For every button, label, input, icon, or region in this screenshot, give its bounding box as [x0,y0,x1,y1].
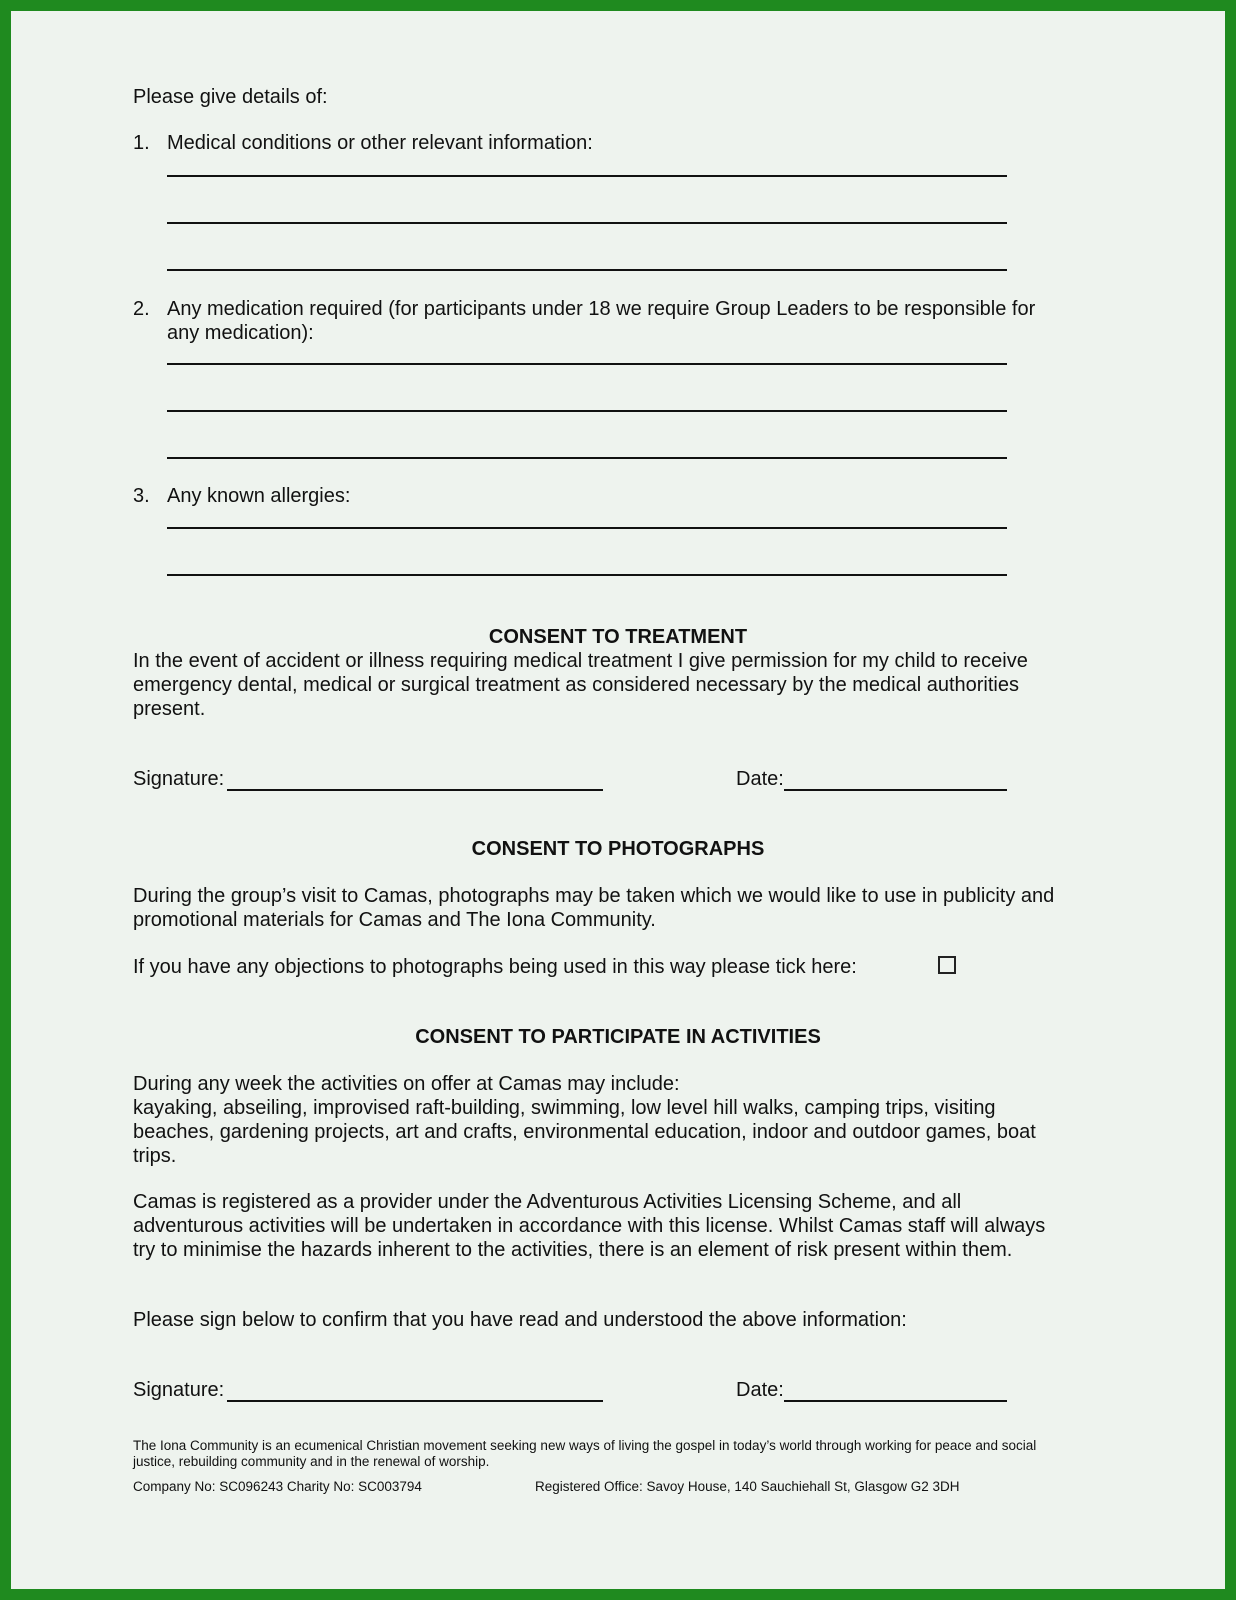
form-page [11,11,1225,1589]
q3-answer-line-1[interactable] [167,527,1007,529]
q3-number: 3. [133,485,150,507]
activities-signature-label: Signature: [133,1379,225,1401]
q1-number: 1. [133,132,150,154]
treatment-date-line[interactable] [784,789,1007,791]
activities-list: kayaking, abseiling, improvised raft-building, swimming, low level hill walks, camping trips, visiting beaches, gardening projects, art and crafts, environmental education, indoor and outdoor games, boat trips. [133,1097,1036,1167]
treatment-signature-label: Signature: [133,768,225,790]
q2-label: Any medication required (for participants under 18 we require Group Leaders to be responsible for any medication): [167,298,1036,344]
q2-number: 2. [133,298,150,320]
q1-label: Medical conditions or other relevant information: [167,132,593,154]
q1-answer-line-1[interactable] [167,175,1007,177]
q2-answer-line-3[interactable] [167,457,1007,459]
activities-heading: CONSENT TO PARTICIPATE IN ACTIVITIES [415,1026,821,1048]
activities-confirm-text: Please sign below to confirm that you have read and understood the above information: [133,1309,907,1331]
q1-answer-line-3[interactable] [167,269,1007,271]
photographs-objection-text: If you have any objections to photographs being used in this way please tick here: [133,956,857,978]
photographs-heading: CONSENT TO PHOTOGRAPHS [471,838,765,860]
footer-mission: The Iona Community is an ecumenical Christian movement seeking new ways of living the gospel in today’s world through working for peace and social justice, rebuilding community and in the renewal of worship. [133,1438,1037,1469]
activities-date-line[interactable] [784,1400,1007,1402]
activities-date-label: Date: [736,1379,784,1401]
activities-signature-line[interactable] [227,1400,603,1402]
q2-answer-line-2[interactable] [167,410,1007,412]
activities-licence-text: Camas is registered as a provider under the Adventurous Activities Licensing Scheme, and all adventurous activities will be undertaken in accordance with this license. Whilst Camas staff will always try to minimise the hazards inherent to the activities, there is an element of risk present within them. [133,1191,1046,1261]
footer-company-numbers: Company No: SC096243 Charity No: SC003794 [133,1479,422,1494]
treatment-signature-line[interactable] [227,789,603,791]
q1-answer-line-2[interactable] [167,222,1007,224]
footer-registered-office: Registered Office: Savoy House, 140 Sauchiehall St, Glasgow G2 3DH [535,1479,960,1494]
photographs-objection-checkbox[interactable] [938,956,956,974]
treatment-heading: CONSENT TO TREATMENT [488,626,748,648]
treatment-date-label: Date: [736,768,784,790]
q3-label: Any known allergies: [167,485,351,507]
treatment-body: In the event of accident or illness requiring medical treatment I give permission for my child to receive emergency dental, medical or surgical treatment as considered necessary by the medical authorities present. [133,650,1028,720]
photographs-body: During the group’s visit to Camas, photographs may be taken which we would like to use in publicity and promotional materials for Camas and The Iona Community. [133,885,1055,931]
intro-text: Please give details of: [133,86,328,108]
q3-answer-line-2[interactable] [167,574,1007,576]
activities-intro: During any week the activities on offer at Camas may include: [133,1073,680,1095]
q2-answer-line-1[interactable] [167,363,1007,365]
